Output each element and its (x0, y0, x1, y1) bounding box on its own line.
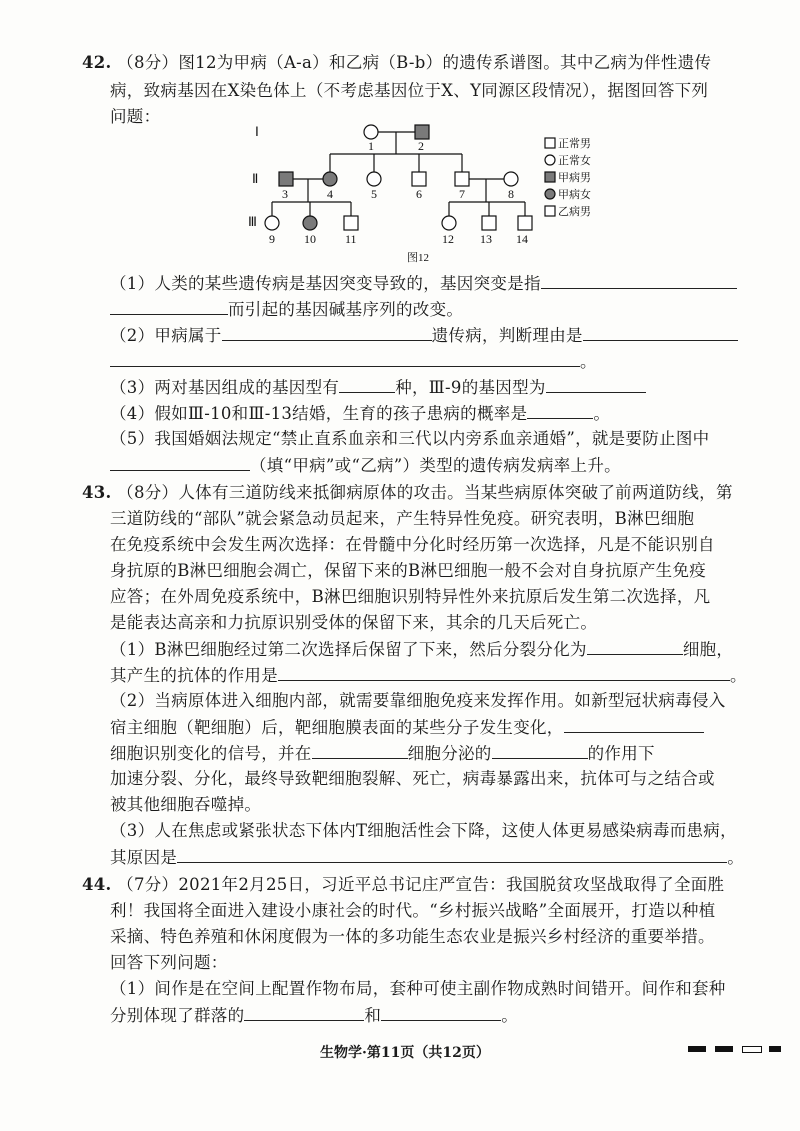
q44-line-4: 回答下列问题： (110, 953, 228, 972)
q43-sub2-line2: 宿主细胞（靶细胞）后，靶细胞膜表面的某些分子发生变化， (110, 716, 704, 739)
q42-sub2-line2: 。 (110, 350, 597, 373)
svg-text:1: 1 (368, 139, 374, 153)
svg-text:正常女: 正常女 (558, 155, 591, 167)
answer-blank[interactable] (339, 376, 395, 393)
q42-line-1: 42. （8分）图12为甲病（A-a）和乙病（B-b）的遗传系谱图。其中乙病为伴性遗传 (82, 53, 712, 72)
q42-sub4: （4）假如Ⅲ-10和Ⅲ-13结婚，生育的孩子患病的概率是 。 (110, 404, 611, 423)
q43-sub3-line2: 其原因是 。 (110, 848, 745, 867)
q43-sub2-line3: 细胞识别变化的信号，并在 细胞分泌的 的作用下 (110, 744, 655, 763)
svg-text:7: 7 (459, 187, 465, 201)
answer-blank[interactable] (492, 742, 588, 759)
svg-text:乙病男: 乙病男 (558, 206, 591, 218)
svg-text:甲病女: 甲病女 (558, 189, 591, 201)
answer-blank[interactable] (587, 638, 683, 655)
q43-line-5: 应答；在外周免疫系统中，B淋巴细胞识别特异性外来抗原后发生第二次选择，凡 (110, 587, 711, 606)
q43-sub2-line5: 被其他细胞吞噬掉。 (110, 795, 262, 814)
answer-blank[interactable] (381, 1004, 501, 1021)
svg-text:4: 4 (327, 187, 333, 201)
person-14 (518, 216, 532, 230)
q43-line-1: 43. （8分）人体有三道防线来抵御病原体的攻击。当某些病原体突破了前两道防线，第 (82, 483, 733, 502)
person-1 (364, 125, 378, 139)
q43-sub3-line1: （3）人在焦虑或紧张状态下体内T细胞活性会下降，这使人体更易感染病毒而患病， (110, 821, 737, 840)
answer-blank[interactable] (110, 454, 250, 471)
answer-blank[interactable] (546, 376, 646, 393)
q43-line-3: 在免疫系统中会发生两次选择：在骨髓中分化时经历第一次选择，凡是不能识别自 (110, 535, 715, 554)
person-12 (442, 216, 456, 230)
svg-text:甲病男: 甲病男 (558, 172, 591, 184)
pedigree-chart (240, 118, 610, 268)
legend-normal-male-icon (545, 138, 555, 148)
q43-sub2-line4: 加速分裂、分化，最终导致靶细胞裂解、死亡，病毒暴露出来，抗体可与之结合或 (110, 769, 715, 788)
person-11 (344, 216, 358, 230)
q42-sub3: （3）两对基因组成的基因型有 种，Ⅲ-9的基因型为 (110, 376, 646, 399)
legend-disease-b-male-icon (545, 206, 555, 216)
person-6 (412, 172, 426, 186)
gen-label-I: Ⅰ (255, 124, 259, 139)
q43-line-4: 身抗原的B淋巴细胞会凋亡，保留下来的B淋巴细胞一般不会对自身抗原产生免疫 (110, 561, 707, 580)
q44-line-2: 利！我国将全面进入建设小康社会的时代。“乡村振兴战略”全面展开，打造以种植 (110, 901, 716, 920)
q43-line-6: 是能表达高亲和力抗原识别受体的保留下来，其余的几天后死亡。 (110, 613, 598, 632)
q42-line-3: 问题： (110, 107, 161, 126)
gen-label-II: Ⅱ (252, 171, 259, 186)
q42-sub1-line1: （1）人类的某些遗传病是基因突变导致的，基因突变是指 (110, 272, 737, 295)
answer-blank[interactable] (177, 846, 727, 863)
svg-text:3: 3 (282, 187, 288, 201)
legend-disease-a-male-icon (545, 172, 555, 182)
answer-blank[interactable] (583, 324, 738, 341)
svg-text:正常男: 正常男 (558, 138, 591, 150)
person-4 (323, 172, 337, 186)
q43-sub1-line2: 其产生的抗体的作用是 。 (110, 666, 747, 685)
q44-sub1-line2: 分别体现了群落的 和 。 (110, 1006, 519, 1025)
person-9 (265, 216, 279, 230)
answer-blank[interactable] (278, 664, 730, 681)
q43-sub1-line1: （1）B淋巴细胞经过第二次选择后保留了下来，然后分裂分化为 细胞， (110, 640, 734, 659)
q44-line-1: 44. （7分）2021年2月25日，习近平总书记庄严宣告：我国脱贫攻坚战取得了全面胜 (82, 875, 725, 894)
answer-blank[interactable] (541, 272, 737, 289)
svg-text:5: 5 (371, 187, 377, 201)
q42-sub2-line1: （2）甲病属于 遗传病，判断理由是 (110, 324, 738, 347)
answer-blank[interactable] (222, 324, 432, 341)
svg-text:13: 13 (480, 232, 492, 246)
answer-blank[interactable] (564, 716, 704, 733)
figure-caption: 图12 (407, 252, 429, 264)
person-3 (279, 172, 293, 186)
svg-text:8: 8 (508, 187, 514, 201)
svg-text:12: 12 (442, 232, 454, 246)
page-footer: 生物学·第11页（共12页） (320, 1045, 490, 1061)
q42-number: 42. (82, 53, 112, 72)
legend-disease-a-female-icon (545, 189, 555, 199)
answer-blank[interactable] (527, 402, 593, 419)
q43-sub2-line1: （2）当病原体进入细胞内部，就需要靠细胞免疫来发挥作用。如新型冠状病毒侵入 (110, 691, 726, 710)
legend-normal-female-icon (545, 155, 555, 165)
q42-sub1-line2: 而引起的基因碱基序列的改变。 (110, 298, 463, 321)
q42-sub5-line1: （5）我国婚姻法规定“禁止直系血亲和三代以内旁系血亲通婚”，就是要防止图中 (110, 429, 710, 448)
person-5 (367, 172, 381, 186)
svg-text:2: 2 (418, 139, 424, 153)
person-10 (303, 216, 317, 230)
answer-blank[interactable] (110, 350, 580, 367)
svg-text:14: 14 (516, 232, 528, 246)
q44-sub1-line1: （1）间作是在空间上配置作物布局，套种可使主副作物成熟时间错开。间作和套种 (110, 979, 726, 998)
answer-blank[interactable] (110, 298, 228, 315)
person-2 (415, 125, 429, 139)
svg-text:9: 9 (269, 232, 275, 246)
svg-text:10: 10 (304, 232, 316, 246)
q42-sub5-line2: （填“甲病”或“乙病”）类型的遗传病发病率上升。 (110, 454, 621, 477)
q43-line-2: 三道防线的“部队”就会紧急动员起来，产生特异性免疫。研究表明，B淋巴细胞 (110, 509, 695, 528)
person-8 (504, 172, 518, 186)
q44-line-3: 采摘、特色养殖和休闲度假为一体的多功能生态农业是振兴乡村经济的重要举措。 (110, 927, 715, 946)
answer-blank[interactable] (244, 1004, 364, 1021)
svg-text:11: 11 (345, 232, 357, 246)
gen-label-III: Ⅲ (248, 214, 257, 229)
person-13 (482, 216, 496, 230)
svg-text:6: 6 (416, 187, 422, 201)
q42-line-2: 病，致病基因在X染色体上（不考虑基因位于X、Y同源区段情况），据图回答下列 (110, 81, 709, 100)
person-7 (455, 172, 469, 186)
answer-blank[interactable] (312, 742, 408, 759)
